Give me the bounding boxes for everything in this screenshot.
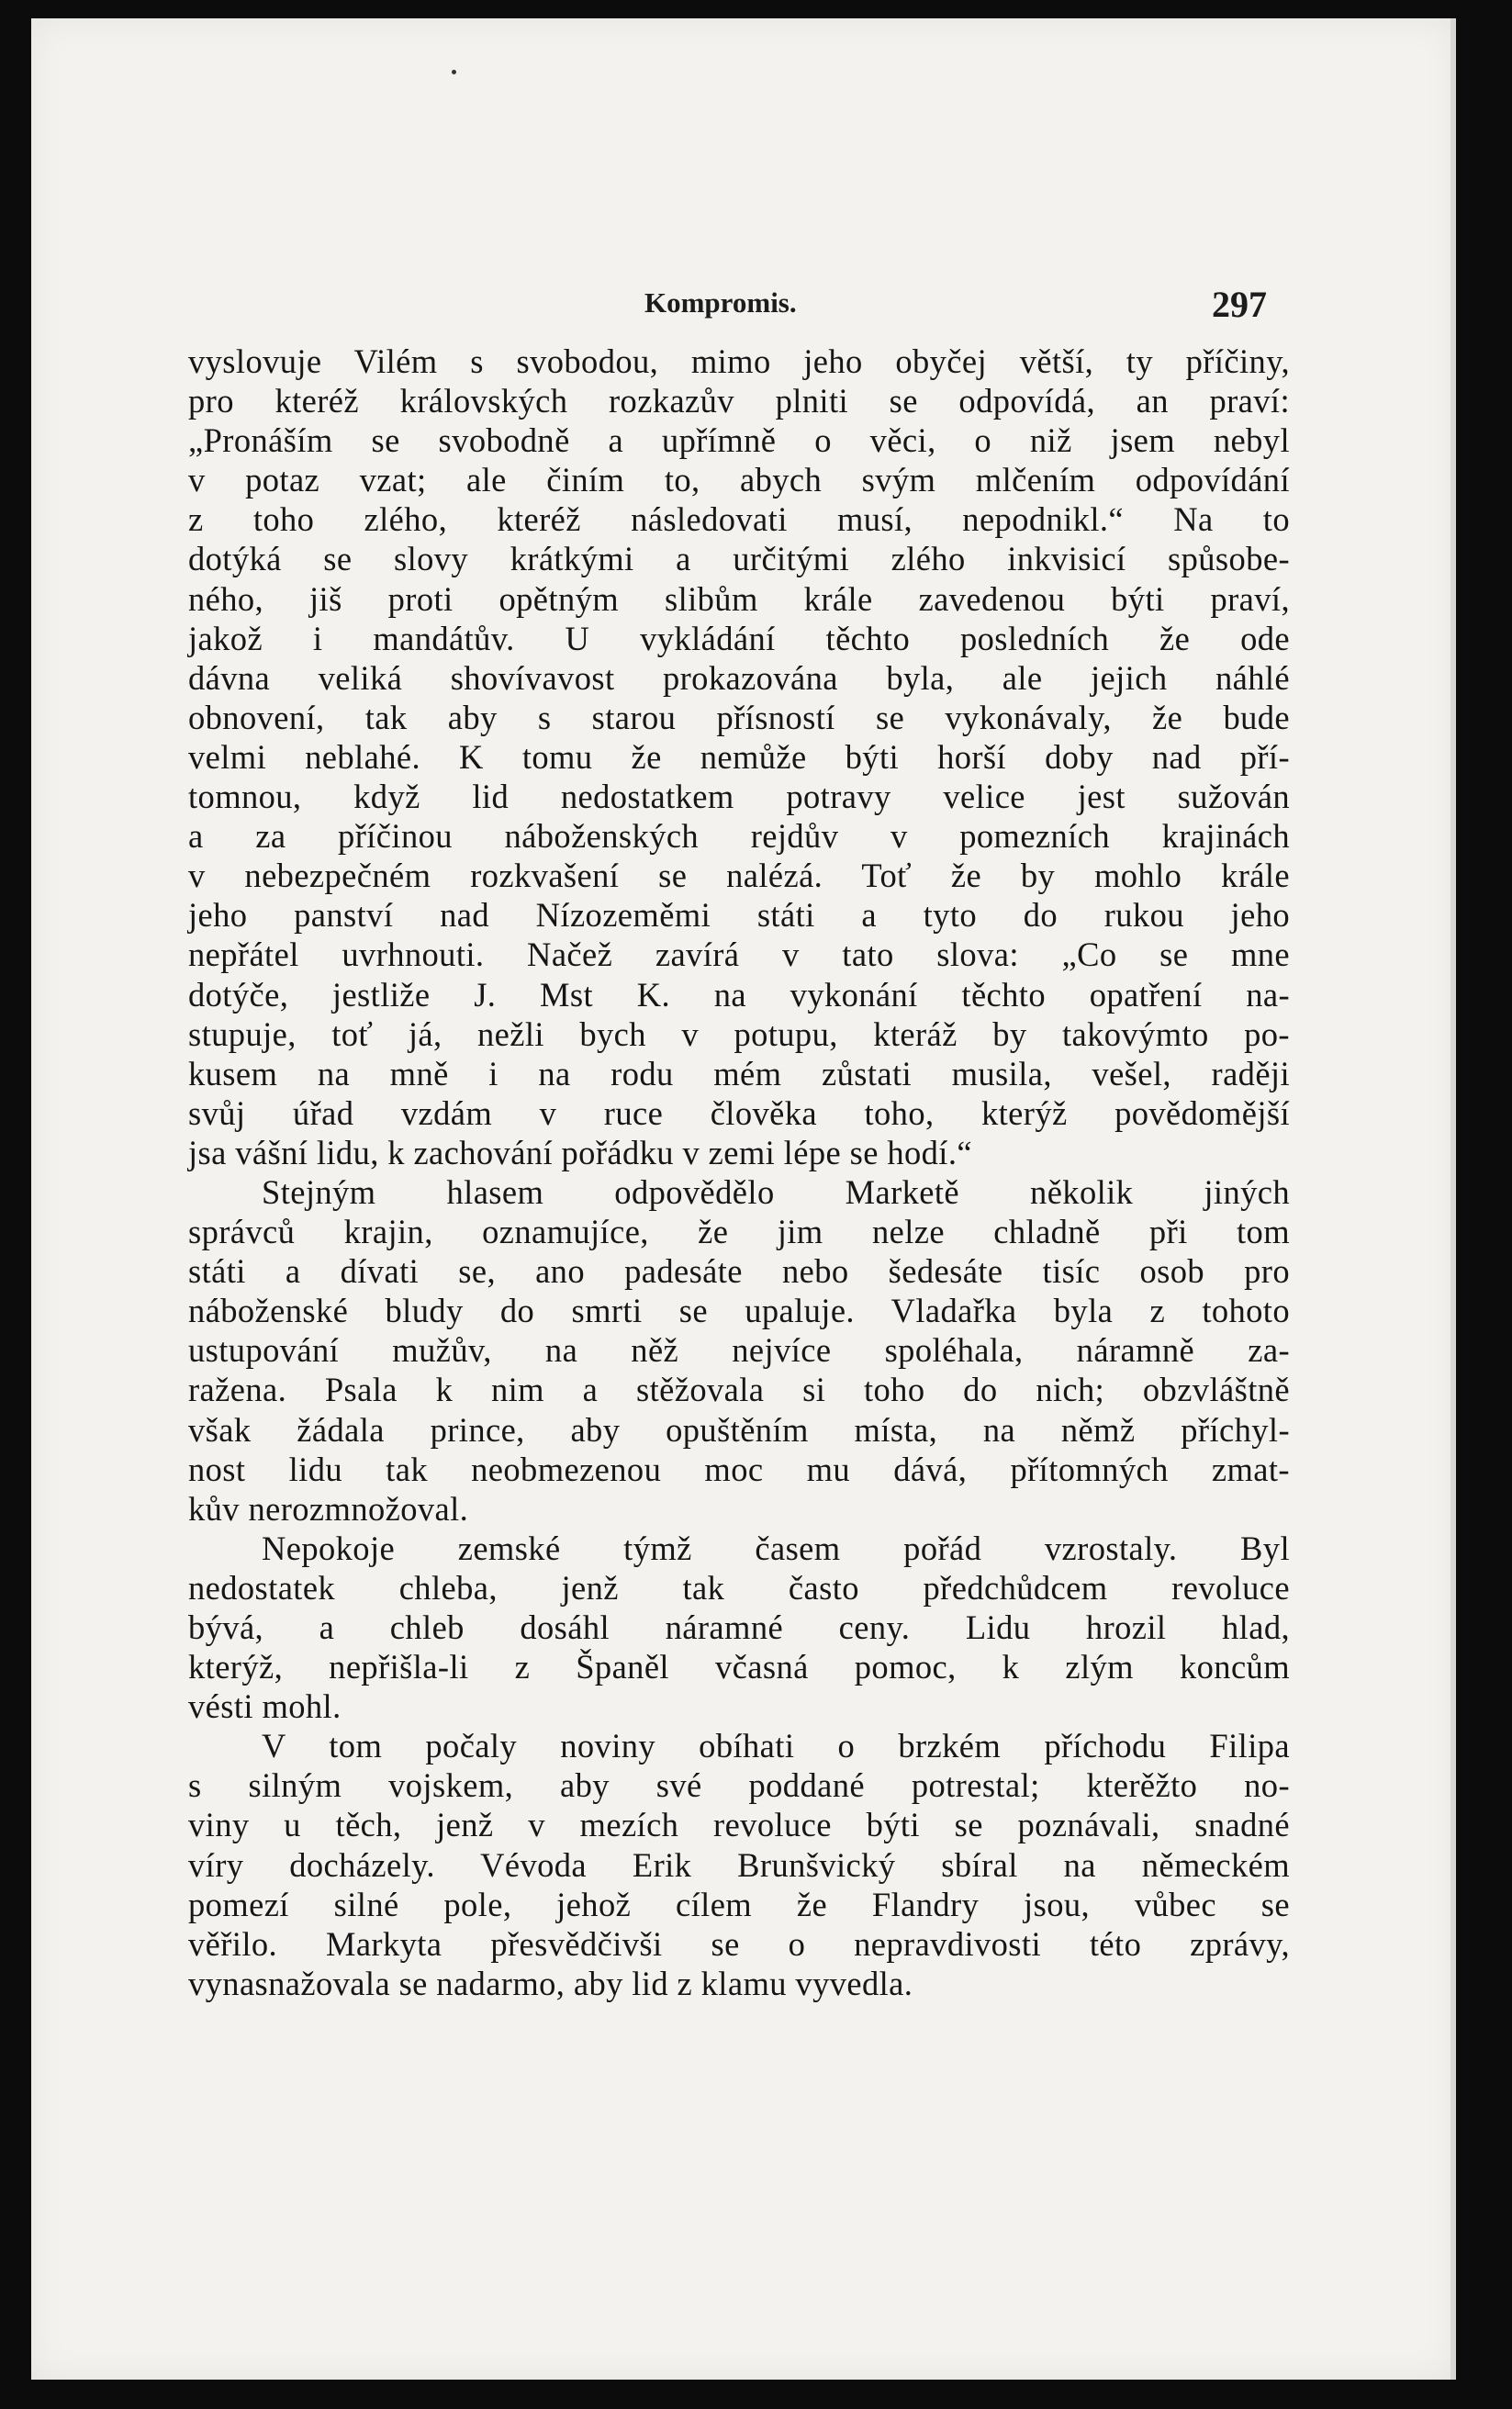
paragraph-start-line: V tom počaly noviny obíhati o brzkém příchodu Filipa [262, 1727, 1290, 1765]
text-line: kterýž, nepřišla-li z Španěl včasná pomoc, k zlým koncům [188, 1648, 1290, 1686]
body-text [188, 342, 1290, 2003]
text-line: věřilo. Markyta přesvědčivši se o nepravdivosti této zprávy, [188, 1924, 1290, 1963]
text-line: vynasnažovala se nadarmo, aby lid z klamu vyvedla. [188, 1964, 913, 2002]
page-number: 297 [1212, 284, 1267, 325]
text-line: pomezí silné pole, jehož cílem že Flandry jsou, vůbec se [188, 1885, 1290, 1923]
text-line: dávna veliká shovívavost prokazována byla, ale jejich náhlé [188, 658, 1290, 697]
text-line: nost lidu tak neobmezenou moc mu dává, přítomných zmat- [188, 1450, 1290, 1488]
text-line: tomnou, když lid nedostatkem potravy velice jest sužován [188, 778, 1290, 816]
text-line: viny u těch, jenž v mezích revoluce býti se poznávali, snadné [188, 1806, 1290, 1844]
page-speck [452, 70, 456, 74]
text-line: náboženské bludy do smrti se upaluje. Vladařka byla z tohoto [188, 1292, 1290, 1330]
text-line: s silným vojskem, aby své poddané potrestal; kterěžto no- [188, 1766, 1290, 1805]
text-line: jeho panství nad Nízozeměmi státi a tyto do rukou jeho [188, 896, 1290, 935]
text-line: obnovení, tak aby s starou přísností se vykonávaly, že bude [188, 698, 1290, 736]
text-line: víry docházely. Vévoda Erik Brunšvický sbíral na německém [188, 1845, 1290, 1884]
text-line: v potaz vzat; ale činím to, abych svým mlčením odpovídání [188, 461, 1290, 499]
text-line: dotýká se slovy krátkými a určitými zlého inkvisicí spůsobe- [188, 540, 1290, 578]
text-line: kův nerozmnožoval. [188, 1489, 469, 1528]
book-page [31, 18, 1456, 2380]
text-line: „Pronáším se svobodně a upřímně o věci, o niž jsem nebyl [188, 421, 1290, 460]
running-head: Kompromis. [644, 286, 797, 319]
text-line: vésti mohl. [188, 1687, 342, 1726]
text-line: v nebezpečném rozkvašení se nalézá. Toť že by mohlo krále [188, 857, 1290, 895]
text-line: velmi neblahé. K tomu že nemůže býti horší doby nad pří- [188, 737, 1290, 776]
text-line: ražena. Psala k nim a stěžovala si toho do nich; obzvláštně [188, 1371, 1290, 1409]
text-line: vyslovuje Vilém s svobodou, mimo jeho obyčej větší, ty příčiny, [188, 342, 1290, 380]
text-line: správců krajin, oznamujíce, že jim nelze chladně při tom [188, 1213, 1290, 1251]
text-line: nedostatek chleba, jenž tak často předchůdcem revoluce [188, 1568, 1290, 1607]
text-line: dotýče, jestliže J. Mst K. na vykonání těchto opatření na- [188, 975, 1290, 1014]
text-line: ustupování mužův, na něž nejvíce spoléhala, náramně za- [188, 1331, 1290, 1370]
text-line: a za příčinou náboženských rejdův v pomezních krajinách [188, 817, 1290, 856]
paragraph-start-line: Nepokoje zemské týmž časem pořád vzrostaly. Byl [262, 1529, 1290, 1567]
paragraph-start-line: Stejným hlasem odpovědělo Marketě několik jiných [262, 1172, 1290, 1211]
page-edge [1450, 18, 1456, 2380]
text-line: svůj úřad vzdám v ruce člověka toho, kterýž povědomější [188, 1093, 1290, 1132]
text-line: bývá, a chleb dosáhl náramné ceny. Lidu hrozil hlad, [188, 1608, 1290, 1646]
text-line: jakož i mandátův. U vykládání těchto posledních že ode [188, 619, 1290, 657]
text-line: stupuje, toť já, nežli bych v potupu, kteráž by takovýmto po- [188, 1014, 1290, 1053]
text-line: ného, jiš proti opětným slibům krále zavedenou býti praví, [188, 579, 1290, 618]
text-line: nepřátel uvrhnouti. Načež zavírá v tato slova: „Co se mne [188, 936, 1290, 974]
text-line: kusem na mně i na rodu mém zůstati musila, vešel, raději [188, 1054, 1290, 1092]
text-line: pro kteréž královských rozkazův plniti se odpovídá, an praví: [188, 382, 1290, 420]
text-line: však žádala prince, aby opuštěním místa, na němž příchyl- [188, 1410, 1290, 1449]
text-line: z toho zlého, kteréž následovati musí, nepodnikl.“ Na to [188, 500, 1290, 539]
text-line: státi a dívati se, ano padesáte nebo šedesáte tisíc osob pro [188, 1252, 1290, 1291]
text-line: jsa vášní lidu, k zachování pořádku v zemi lépe se hodí.“ [188, 1133, 972, 1171]
